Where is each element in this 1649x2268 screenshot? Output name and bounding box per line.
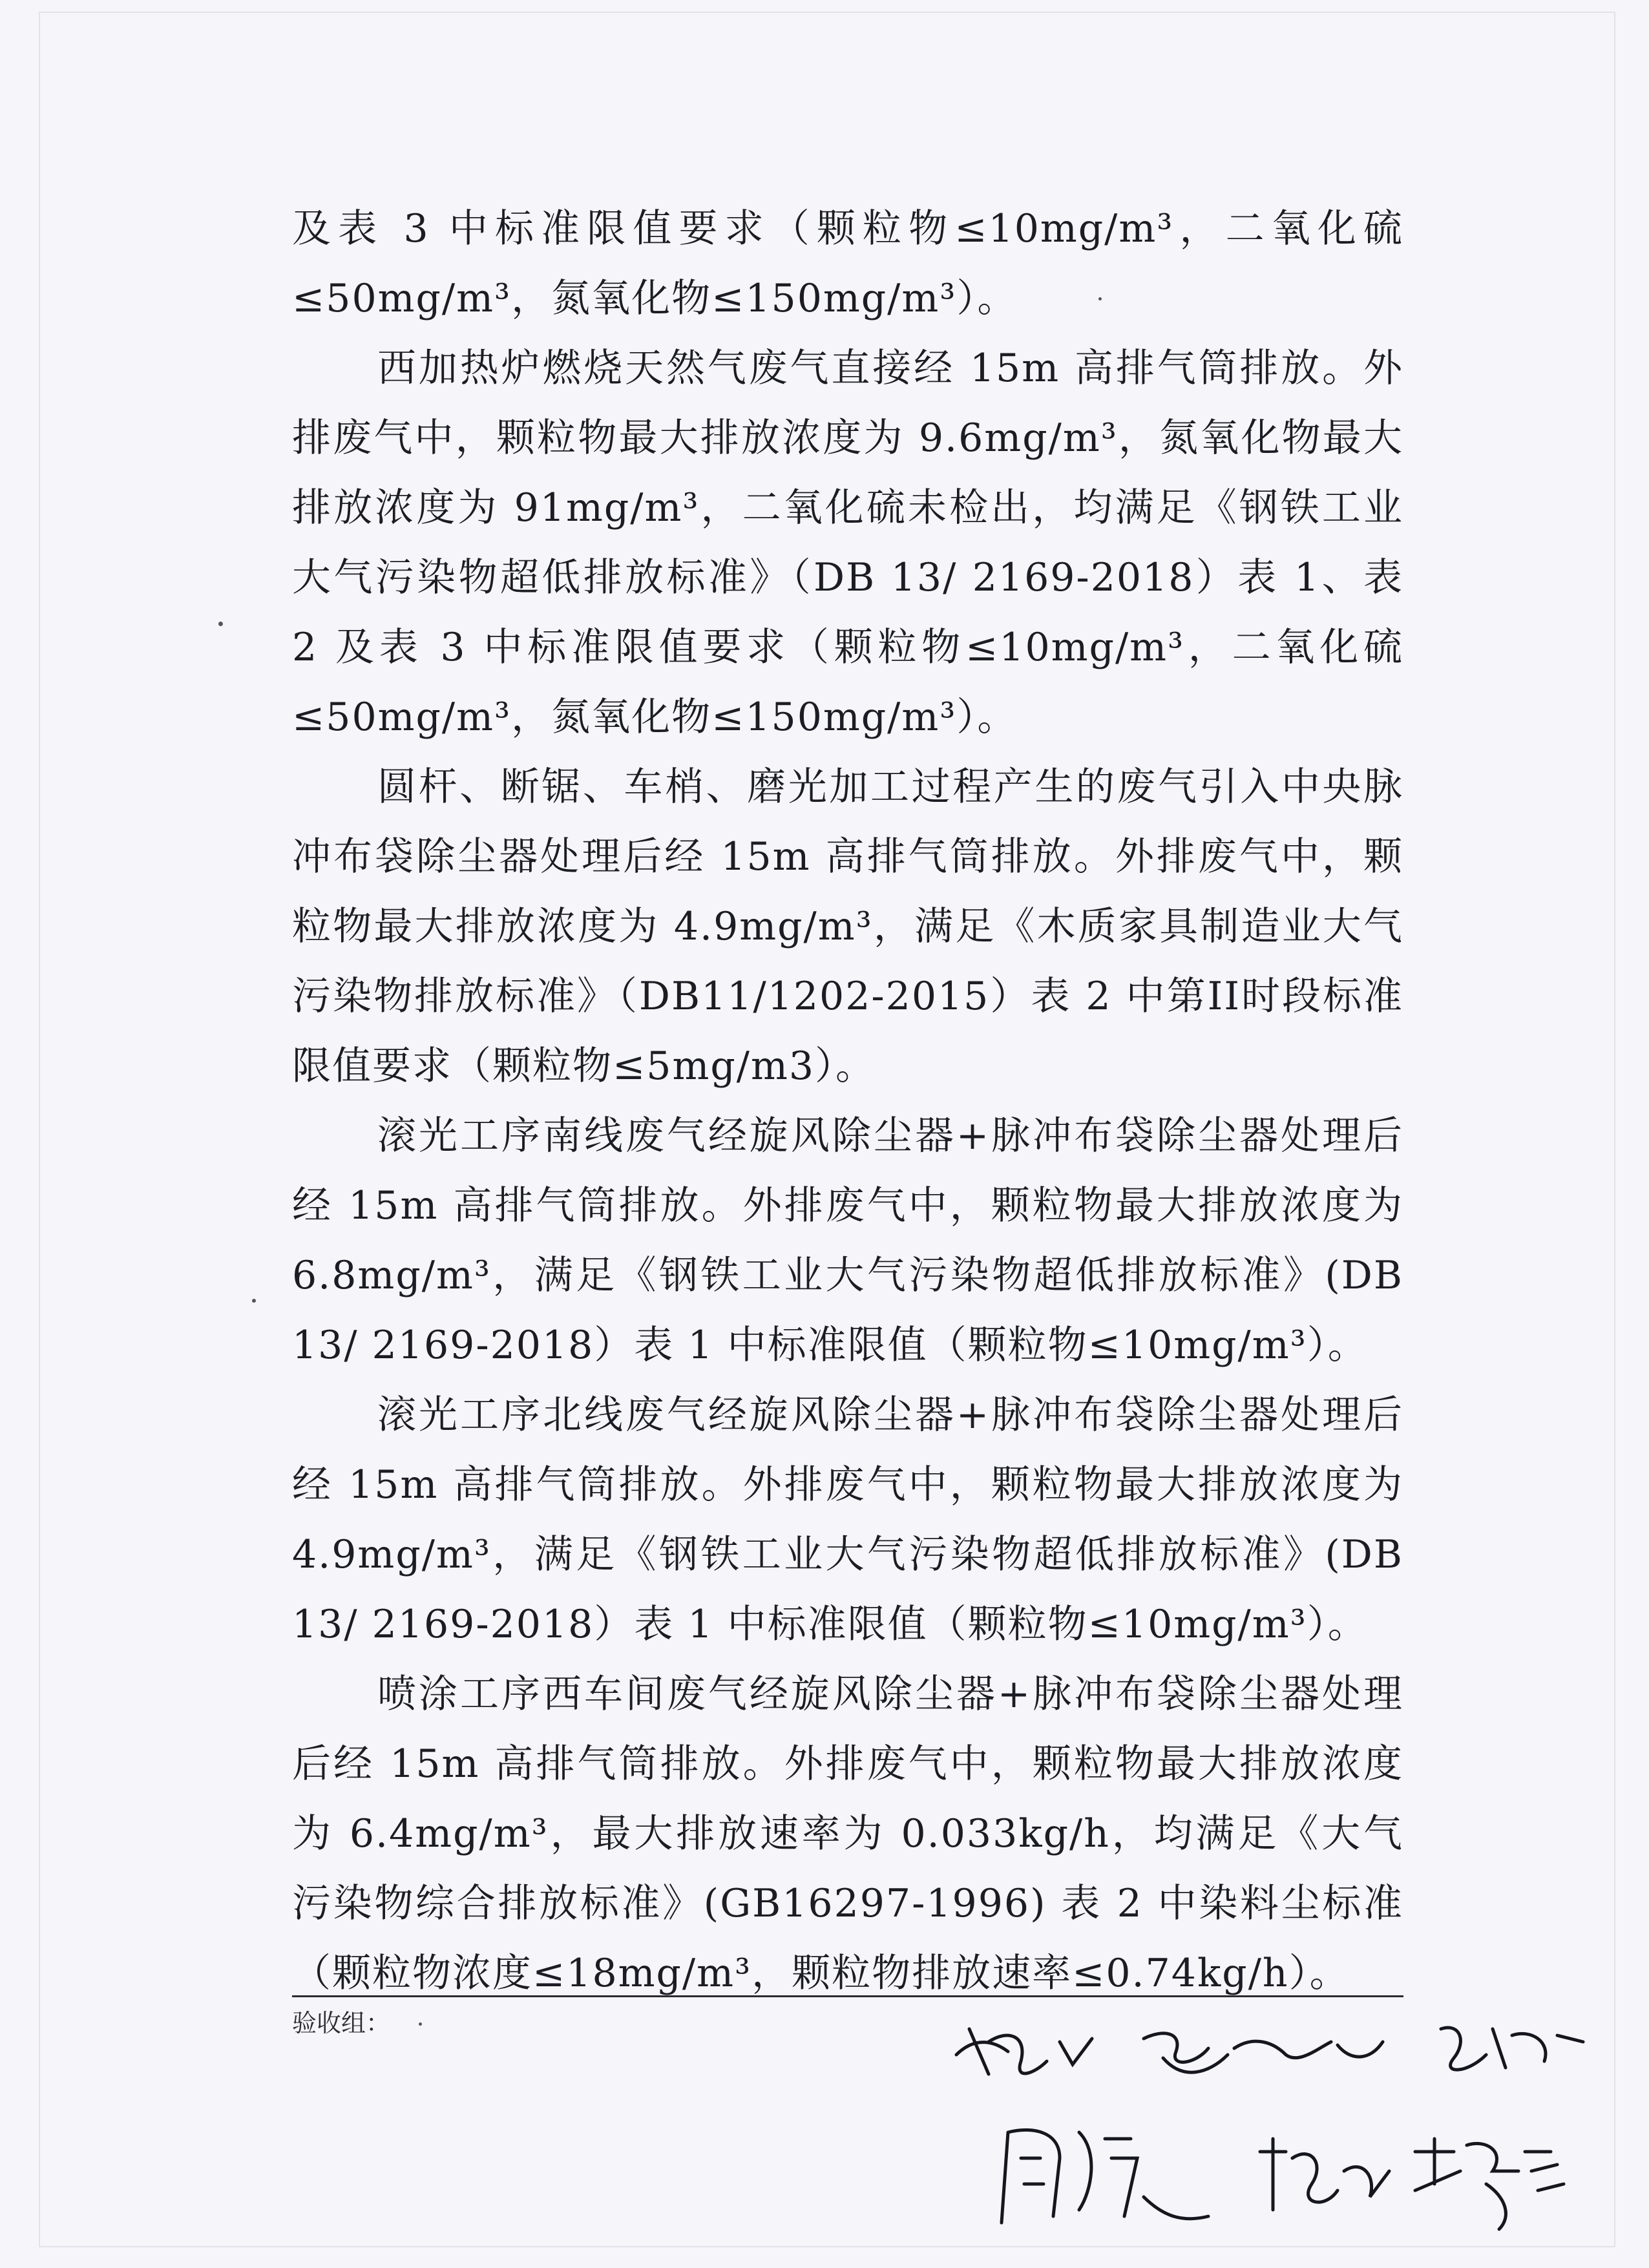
signature-1 — [956, 2029, 1092, 2074]
paragraph-text: 西加热炉燃烧天然气废气直接经 15m 高排气筒排放。外排废气中，颗粒物最大排放浓度为 9.6mg/m³，氮氧化物最大排放浓度为 91mg/m³，二氧化硫未检出，均满足《钢铁工业大气污染物超低排放标准》（DB 13/ 2169-2018）表 1、表 2 及表 3 中标准限值要求（颗粒物≤10mg/m³，二氧化硫≤50mg/m³，氮氧化物≤150mg/m³）。 — [292, 346, 1403, 740]
paragraph-text: 滚光工序北线废气经旋风除尘器+脉冲布袋除尘器处理后经 15m 高排气筒排放。外排废气中，颗粒物最大排放浓度为 4.9mg/m³，满足《钢铁工业大气污染物超低排放标准》(DB 13/ 2169-2018）表 1 中标准限值（颗粒物≤10mg/m³）。 — [292, 1392, 1403, 1647]
signature-block — [950, 2003, 1596, 2262]
paragraph-text: 及表 3 中标准限值要求（颗粒物≤10mg/m³，二氧化硫≤50mg/m³，氮氧化物≤150mg/m³）。 — [292, 206, 1403, 321]
signature-5 — [1260, 2139, 1389, 2210]
document-body — [292, 194, 1403, 2008]
scan-speck — [419, 2022, 422, 2026]
paragraph-4 — [292, 1101, 1403, 1380]
paragraph-2 — [292, 333, 1403, 752]
paragraph-text: 圆杆、断锯、车梢、磨光加工过程产生的废气引入中央脉冲布袋除尘器处理后经 15m 高排气筒排放。外排废气中，颗粒物最大排放浓度为 4.9mg/m³，满足《木质家具制造业大气污染物排放标准》（DB11/1202-2015）表 2 中第II时段标准限值要求（颗粒物≤5mg/m3）。 — [292, 764, 1403, 1089]
scan-speck — [218, 622, 223, 626]
paragraph-1 — [292, 194, 1403, 333]
paragraph-6 — [292, 1659, 1403, 2008]
paragraph-text: 滚光工序南线废气经旋风除尘器+脉冲布袋除尘器处理后经 15m 高排气筒排放。外排废气中，颗粒物最大排放浓度为 6.8mg/m³，满足《钢铁工业大气污染物超低排放标准》(DB 13/ 2169-2018）表 1 中标准限值（颗粒物≤10mg/m³）。 — [292, 1113, 1403, 1368]
acceptance-group-label: 验收组： — [292, 2009, 391, 2037]
scan-speck — [1098, 297, 1102, 300]
footer-divider — [292, 1995, 1403, 1997]
scan-speck — [252, 1299, 256, 1303]
signature-2 — [1144, 2033, 1383, 2072]
paragraph-5 — [292, 1380, 1403, 1659]
signature-4 — [1002, 2130, 1208, 2223]
signature-6 — [1415, 2139, 1564, 2229]
signature-3 — [1441, 2028, 1583, 2070]
paragraph-text: 喷涂工序西车间废气经旋风除尘器+脉冲布袋除尘器处理后经 15m 高排气筒排放。外排废气中，颗粒物最大排放浓度为 6.4mg/m³，最大排放速率为 0.033kg/h，均满足《大气污染物综合排放标准》(GB16297-1996) 表 2 中染料尘标准（颗粒物浓度≤18mg/m³，颗粒物排放速率≤0.74kg/h）。 — [292, 1672, 1403, 1996]
paragraph-3 — [292, 752, 1403, 1101]
